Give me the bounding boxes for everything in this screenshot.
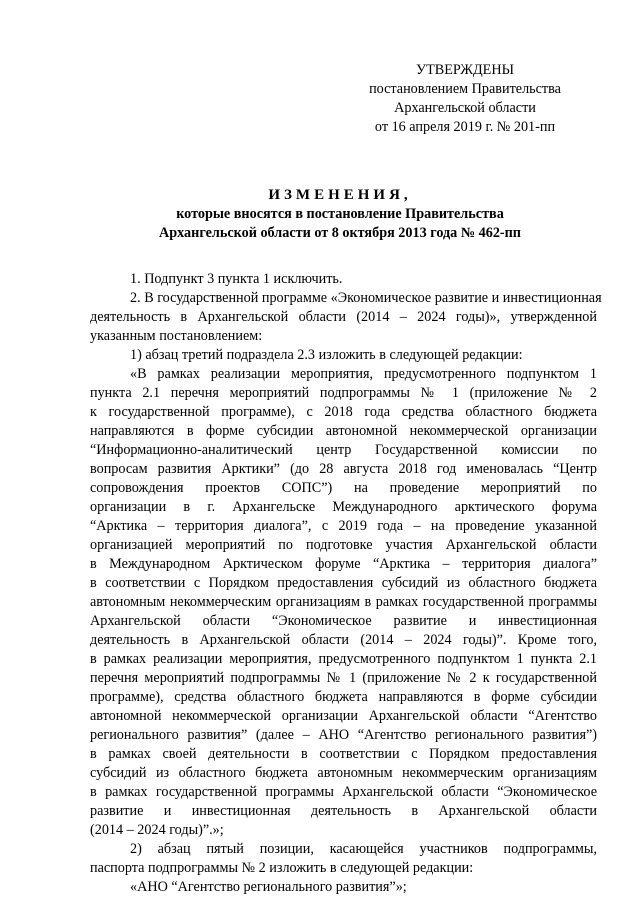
subitem-1: 1) абзац третий подраздела 2.3 изложить в следующей редакции:: [130, 347, 523, 363]
paragraph-item-2: 2. В государственной программе «Экономическое развитие и инвестиционная: [130, 290, 602, 306]
text-line: в рамках своей деятельности в соответствии с Порядком предоставления: [90, 746, 597, 762]
text-line: к государственной программе), с 2018 года средства областного бюджета: [90, 404, 597, 420]
text-line: автономной некоммерческой организации Архангельской области “Агентство: [90, 708, 597, 724]
quoted-line: «АНО “Агентство регионального развития”»;: [130, 879, 407, 895]
text-line: организации в г. Архангельске Международного арктического форума: [90, 499, 597, 515]
text-line: пункта 2.1 перечня мероприятий подпрограммы № 1 (приложение № 2: [90, 385, 597, 401]
text-line: паспорта подпрограммы № 2 изложить в следующей редакции:: [90, 860, 474, 876]
text-line: перечня мероприятий подпрограммы № 1 (приложение № 2 к государственной: [90, 670, 597, 686]
paragraph-item-1: 1. Подпункт 3 пункта 1 исключить.: [130, 271, 343, 287]
document-body: [90, 270, 602, 897]
text-line: в Международном Арктическом форуме “Арктика – территория диалога”: [90, 556, 597, 572]
text-line: в рамках реализации мероприятия, предусмотренного подпунктом 1 пункта 2.1: [90, 651, 597, 667]
document-title: [90, 185, 590, 243]
approval-line: Архангельской области: [394, 100, 536, 116]
text-line: деятельность в Архангельской области (2014 – 2024 годы)», утвержденной: [90, 309, 597, 325]
text-line: в рамках государственной программы Архангельской области “Экономическое: [90, 784, 597, 800]
title-subtitle-line: Архангельской области от 8 октября 2013 года № 462-пп: [159, 225, 521, 241]
quoted-paragraph-start: «В рамках реализации мероприятия, предусмотренного подпунктом 1: [130, 366, 597, 382]
text-line: организацией мероприятий по подготовке участия Архангельской области: [90, 537, 597, 553]
text-line: Архангельской области “Экономическое развитие и инвестиционная: [90, 613, 597, 629]
approval-stamp: [330, 61, 600, 137]
text-line: автономным некоммерческим организациям в рамках государственной программы: [90, 594, 597, 610]
text-line: развитие и инвестиционная деятельность в Архангельской области: [90, 803, 597, 819]
text-line: сопровождения проектов СОПС”) на проведение мероприятий по: [90, 480, 597, 496]
title-subtitle-line: которые вносятся в постановление Правительства: [176, 206, 504, 222]
text-line: регионального развития” (далее – АНО “Агентство регионального развития”): [90, 727, 597, 743]
text-line: (2014 – 2024 годы)”.»;: [90, 822, 224, 838]
text-line: субсидий из областного бюджета автономным некоммерческим организациям: [90, 765, 597, 781]
approval-line: от 16 апреля 2019 г. № 201-пп: [374, 119, 556, 135]
text-line: “Информационно-аналитический центр Государственной комиссии по: [90, 442, 597, 458]
text-line: программе), средства областного бюджета направляются в форме субсидии: [90, 689, 597, 705]
text-line: указанным постановлением:: [90, 328, 263, 344]
text-line: “Арктика – территория диалога”, с 2019 года – на проведение указанной: [90, 518, 597, 534]
subitem-2: 2) абзац пятый позиции, касающейся участников подпрограммы,: [130, 841, 597, 857]
text-line: направляются в форме субсидии автономной некоммерческой организации: [90, 423, 597, 439]
title-main: ИЗМЕНЕНИЯ,: [268, 187, 412, 203]
approval-line: постановлением Правительства: [369, 81, 561, 97]
text-line: деятельность в Архангельской области (2014 – 2024 годы)”. Кроме того,: [90, 632, 597, 648]
text-line: в соответствии с Порядком предоставления субсидий из областного бюджета: [90, 575, 597, 591]
text-line: вопросам развития Арктики” (до 28 августа 2018 год именовалась “Центр: [90, 461, 597, 477]
approval-line: УТВЕРЖДЕНЫ: [416, 62, 514, 78]
